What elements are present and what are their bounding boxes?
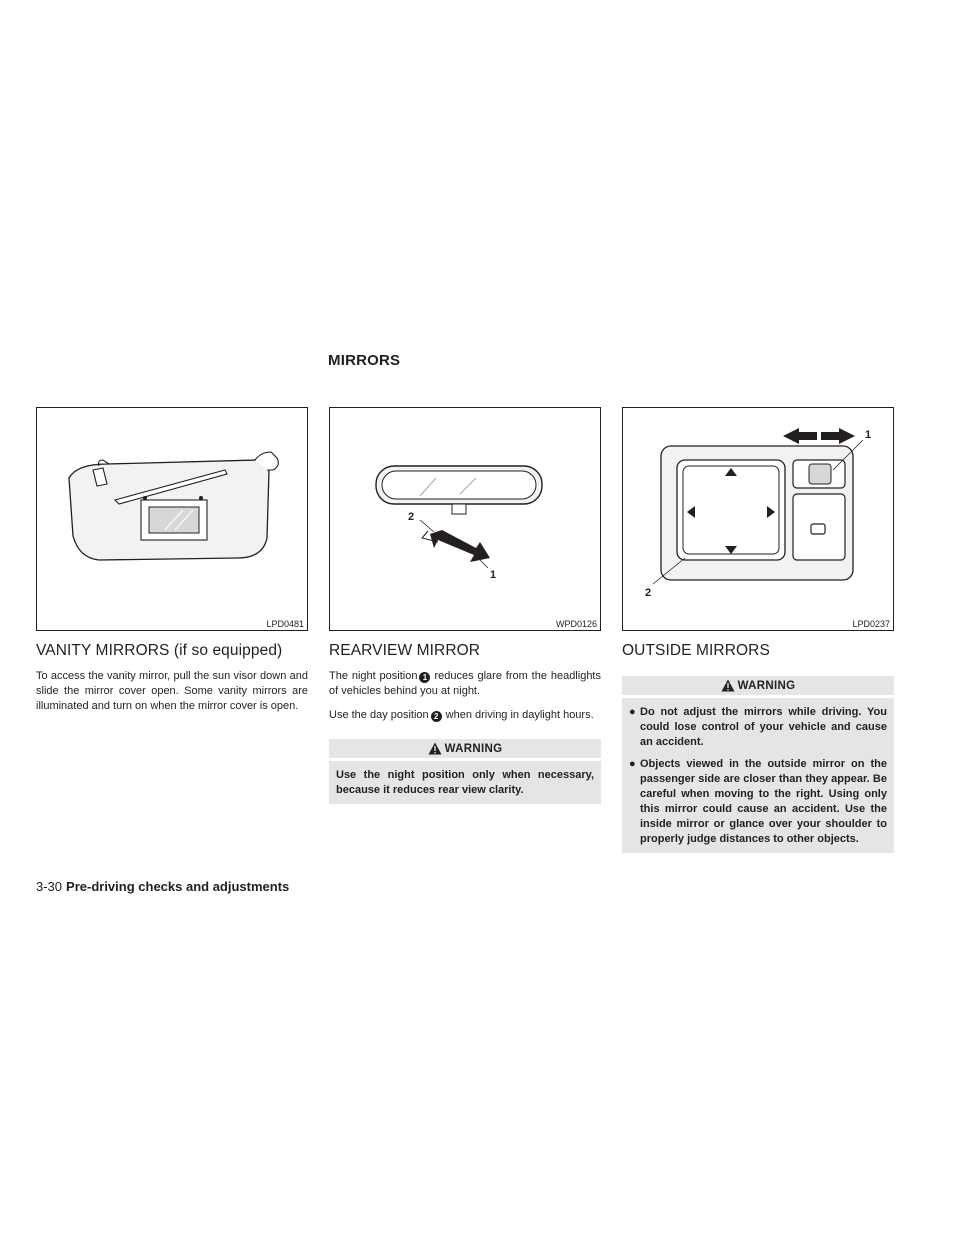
page-footer <box>36 879 289 894</box>
warning-item-text: Do not adjust the mirrors while driving. You could lose control of your vehicle and cause an accident. <box>640 706 887 748</box>
warning-item-text: Objects viewed in the outside mirror on the passenger side are closer than they appear. Be careful when moving to the right. Using only this mirror could cause an accident. Use the inside mirror or glance over your shoulder to properly judge distances to other objects. <box>640 758 887 845</box>
warning-item <box>629 757 887 847</box>
warning-header <box>329 739 601 758</box>
bullet-icon: ● <box>629 706 636 718</box>
rearview-mirror-illustration <box>330 408 600 630</box>
rearview-p2-pre: Use the day position <box>329 709 429 721</box>
figure-code: LPD0237 <box>852 619 890 629</box>
figure-label-2: 2 <box>408 511 415 523</box>
rearview-p1-pre: The night position <box>329 670 418 682</box>
rearview-paragraph-2 <box>329 708 601 723</box>
rearview-paragraph-1 <box>329 669 601 699</box>
section-title: MIRRORS <box>328 352 401 369</box>
warning-title: WARNING <box>444 742 503 755</box>
outside-mirrors-column <box>622 407 894 853</box>
chapter-title: Pre-driving checks and adjustments <box>66 879 290 894</box>
sun-visor-illustration <box>37 408 307 630</box>
rearview-p1-post: reduces glare from the headlights of vehicles behind you at night. <box>329 670 601 697</box>
bullet-icon: ● <box>629 758 636 770</box>
warning-text: Use the night position only when necessary, because it reduces rear view clarity. <box>329 761 601 804</box>
mirror-switch-illustration <box>623 408 893 630</box>
vanity-body: To access the vanity mirror, pull the sun visor down and slide the mirror cover open. Some vanity mirrors are illuminated and turn on when the mirror cover is open. <box>36 670 308 712</box>
rearview-heading: REARVIEW MIRROR <box>329 642 481 659</box>
rearview-mirror-column <box>329 407 601 804</box>
vanity-mirrors-column <box>36 407 308 714</box>
warning-title: WARNING <box>737 679 796 692</box>
vanity-heading: VANITY MIRRORS (if so equipped) <box>36 642 283 659</box>
warning-list <box>622 698 894 853</box>
rearview-mirror-figure <box>329 407 601 631</box>
page-number: 3-30 <box>36 879 63 894</box>
figure-label-2: 2 <box>645 587 652 599</box>
warning-triangle-icon <box>428 742 442 755</box>
outside-heading: OUTSIDE MIRRORS <box>622 642 770 659</box>
outside-warning-box <box>622 676 894 853</box>
outside-mirror-figure <box>622 407 894 631</box>
callout-1-icon: 1 <box>419 672 430 683</box>
rearview-warning-box <box>329 739 601 804</box>
warning-header <box>622 676 894 695</box>
warning-triangle-icon <box>721 679 735 692</box>
vanity-mirror-figure <box>36 407 308 631</box>
figure-code: WPD0126 <box>555 619 597 629</box>
figure-label-1: 1 <box>865 429 872 441</box>
figure-label-1: 1 <box>490 569 497 581</box>
callout-2-icon: 2 <box>431 711 442 722</box>
rearview-p2-post: when driving in daylight hours. <box>445 709 594 721</box>
figure-code: LPD0481 <box>266 619 304 629</box>
warning-item <box>629 705 887 750</box>
